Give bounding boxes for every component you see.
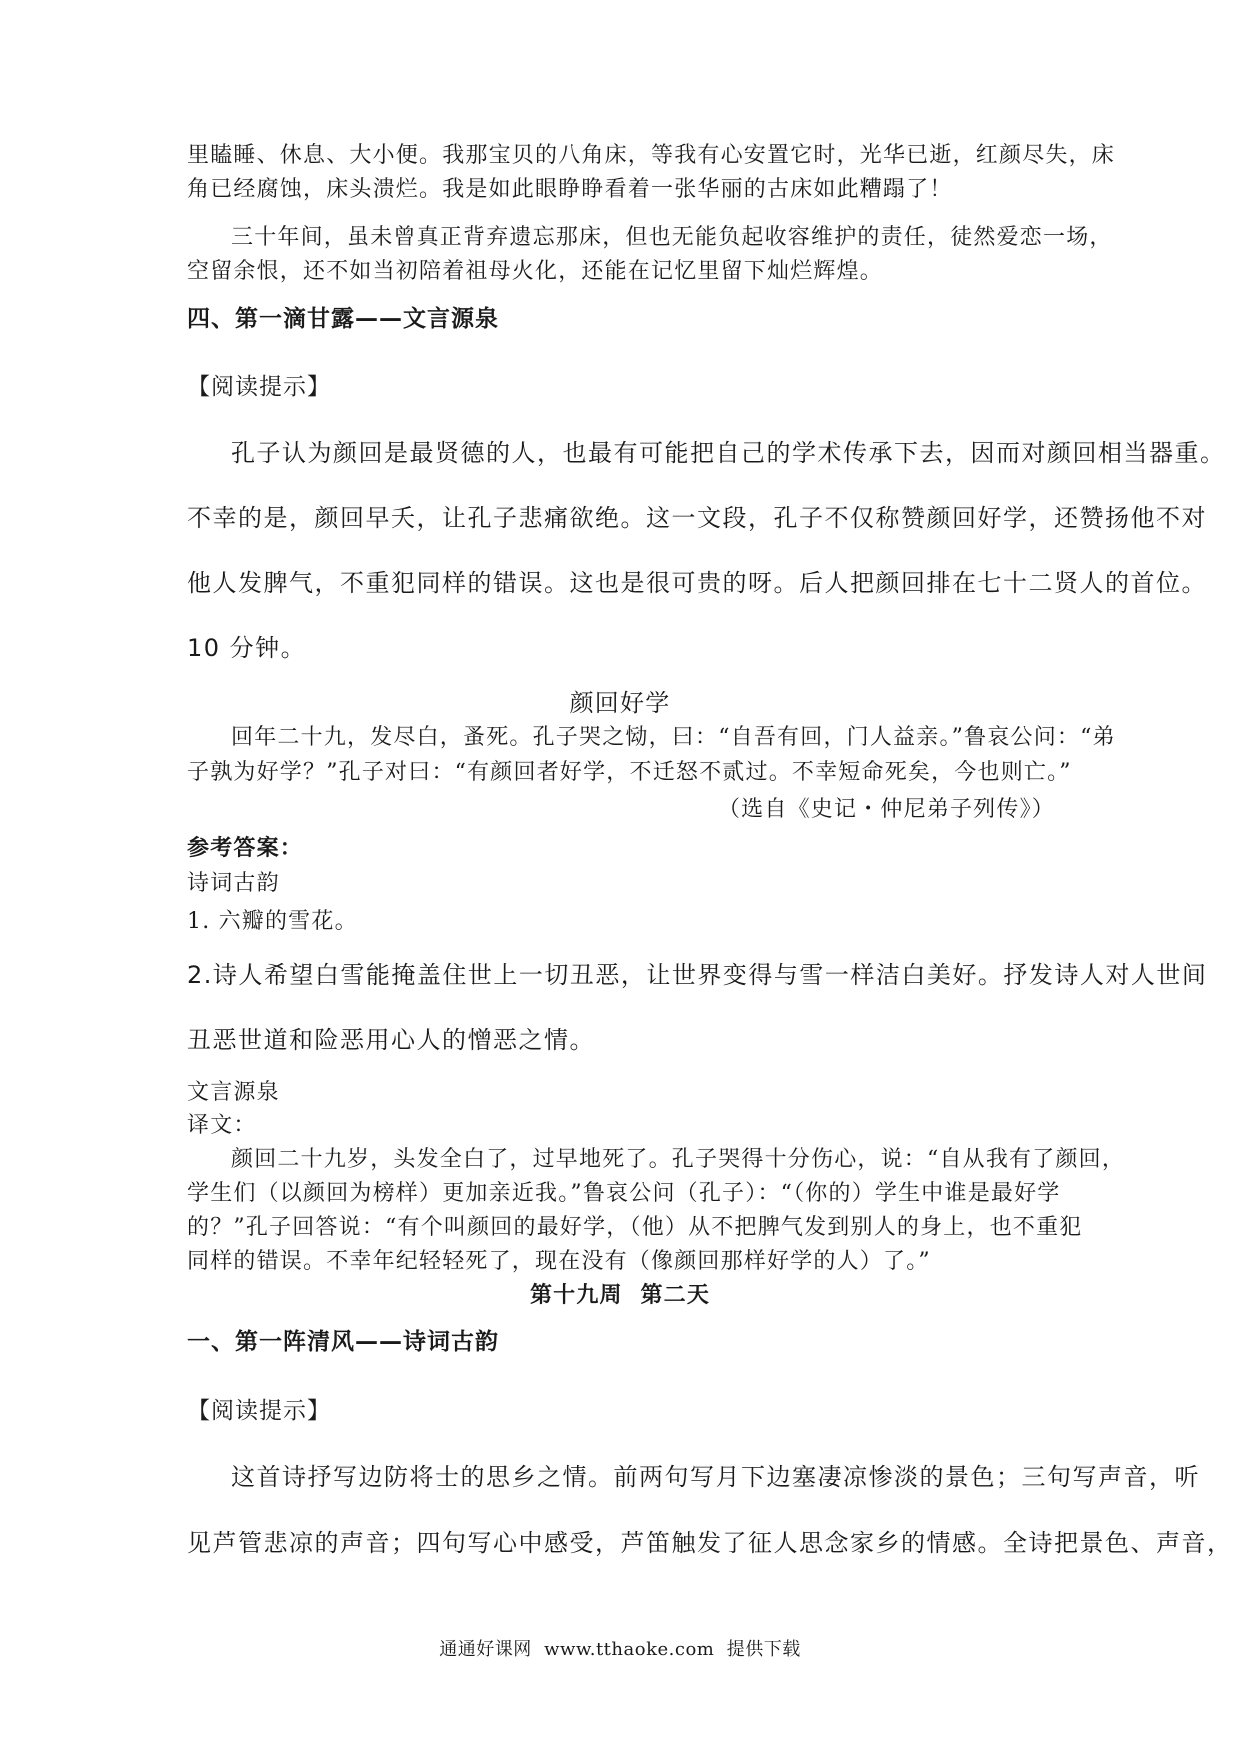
classical-text-line: 回年二十九，发尽白，蚤死。孔子哭之恸，曰：“自吾有回，门人益亲。”鲁哀公问：“弟 <box>231 725 1116 750</box>
translation-line: 学生们（以颜回为榜样）更加亲近我。”鲁哀公问（孔子）：“（你的）学生中谁是最好学 <box>187 1181 1061 1206</box>
translation-label: 译文： <box>187 1113 257 1138</box>
hint-paragraph-line: 这首诗抒写边防将士的思乡之情。前两句写月下边塞凄凉惨淡的景色；三句写声音，听 <box>231 1463 1200 1491</box>
page-footer: 通通好课网 www.tthaoke.com 提供下载 <box>439 1639 801 1660</box>
answers-classical-label: 文言源泉 <box>187 1080 280 1105</box>
answer-item: 1. 六瓣的雪花。 <box>187 909 358 934</box>
classical-text-title: 颜回好学 <box>569 689 671 717</box>
week-title: 第十九周 第二天 <box>529 1282 711 1308</box>
answer-item-line: 丑恶世道和险恶用心人的憎恶之情。 <box>187 1026 595 1054</box>
answer-item-line: 2.诗人希望白雪能掩盖住世上一切丑恶，让世界变得与雪一样洁白美好。抒发诗人对人世间 <box>187 961 1208 989</box>
classical-text-line: 子孰为好学？”孔子对曰：“有颜回者好学，不迁怒不贰过。不幸短命死矣，今也则亡。” <box>187 760 1072 785</box>
answers-poetry-label: 诗词古韵 <box>187 871 280 896</box>
answers-heading: 参考答案： <box>187 835 304 861</box>
body-text-line: 角已经腐蚀，床头溃烂。我是如此眼睁睁看着一张华丽的古床如此糟蹋了！ <box>187 177 953 202</box>
hint-paragraph-line: 见芦管悲凉的声音；四句写心中感受，芦笛触发了征人思念家乡的情感。全诗把景色、声音， <box>187 1529 1233 1557</box>
hint-paragraph-line: 10 分钟。 <box>187 634 307 662</box>
translation-line: 同样的错误。不幸年纪轻轻死了，现在没有（像颜回那样好学的人）了。” <box>187 1249 931 1274</box>
body-text-line: 里瞌睡、休息、大小便。我那宝贝的八角床，等我有心安置它时，光华已逝，红颜尽失，床 <box>187 143 1116 168</box>
hint-paragraph-line: 孔子认为颜回是最贤德的人，也最有可能把自己的学术传承下去，因而对颜回相当器重。 <box>231 439 1226 467</box>
reading-hint-label: 【阅读提示】 <box>187 374 331 400</box>
translation-line: 颜回二十九岁，头发全白了，过早地死了。孔子哭得十分伤心，说：“自从我有了颜回， <box>231 1147 1126 1172</box>
body-text-line: 三十年间，虽未曾真正背弃遗忘那床，但也无能负起收容维护的责任，徒然爱恋一场， <box>231 225 1113 250</box>
section-heading: 四、第一滴甘露——文言源泉 <box>187 306 499 332</box>
translation-line: 的？”孔子回答说：“有个叫颜回的最好学，（他）从不把脾气发到别人的身上，也不重犯 <box>187 1215 1083 1240</box>
section-heading: 一、第一阵清风——诗词古韵 <box>187 1329 499 1355</box>
hint-paragraph-line: 他人发脾气，不重犯同样的错误。这也是很可贵的呀。后人把颜回排在七十二贤人的首位。 <box>187 569 1207 597</box>
hint-paragraph-line: 不幸的是，颜回早夭，让孔子悲痛欲绝。这一文段，孔子不仅称赞颜回好学，还赞扬他不对 <box>187 504 1207 532</box>
reading-hint-label: 【阅读提示】 <box>187 1398 331 1424</box>
source-citation: （选自《史记・仲尼弟子列传》） <box>717 797 1055 822</box>
body-text-line: 空留余恨，还不如当初陪着祖母火化，还能在记忆里留下灿烂辉煌。 <box>187 259 884 284</box>
